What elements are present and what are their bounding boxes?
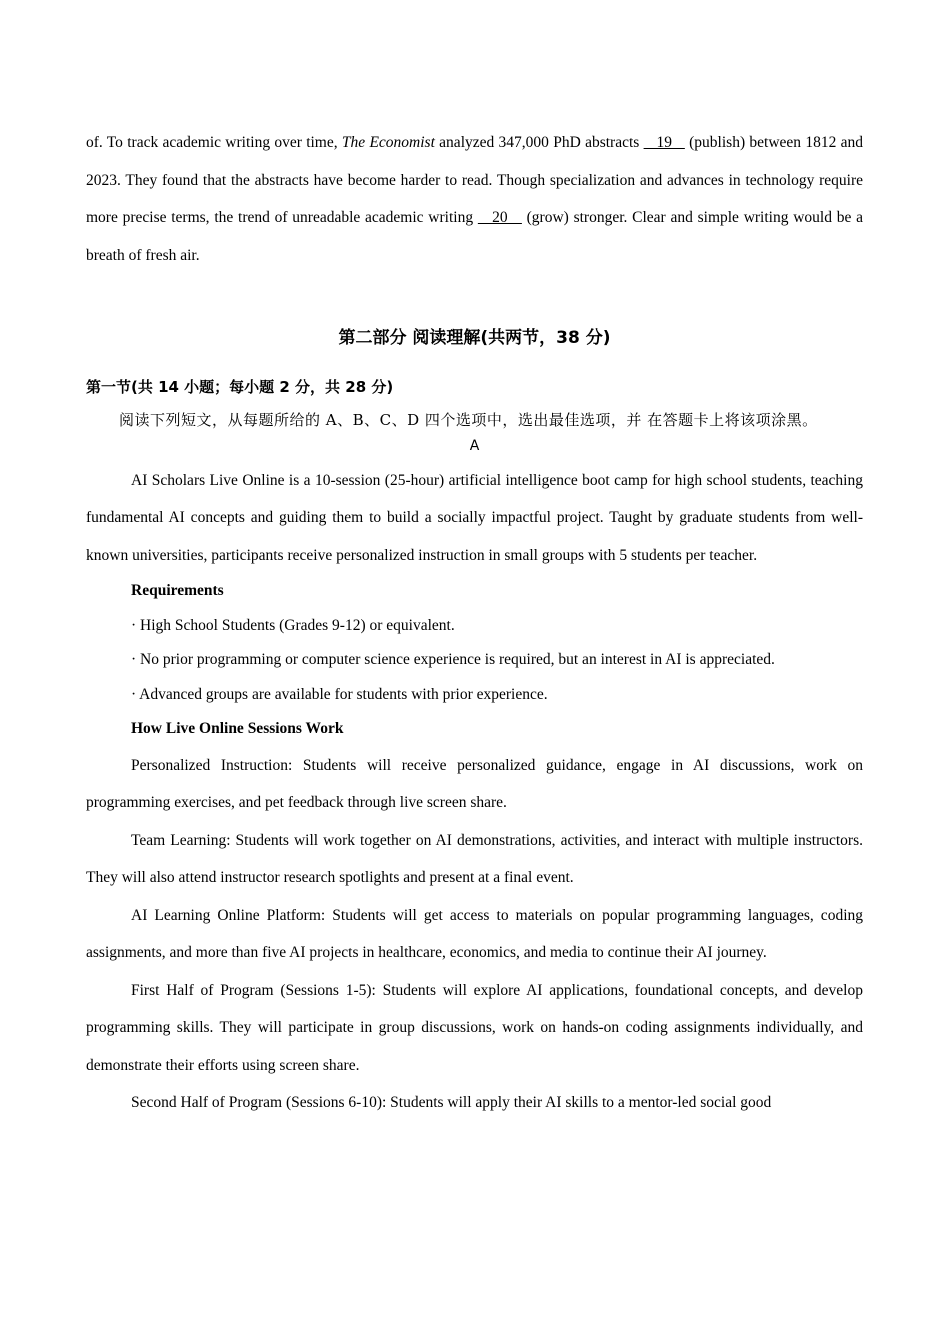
text-segment: analyzed 347,000 PhD abstracts	[434, 134, 644, 151]
text-segment: of. To track academic writing over time,	[86, 134, 342, 151]
paragraph-personalized-instruction: Personalized Instruction: Students will receive personalized guidance, engage in AI discussions, work on programming exercises, and pet feedback through live screen share.	[86, 756, 863, 811]
document-page	[86, 124, 863, 1122]
blank-20: 20	[477, 209, 522, 226]
paragraph-online-platform: AI Learning Online Platform: Students will get access to materials on popular programming languages, coding assignments, and more than five AI projects in healthcare, economics, and media to continue their AI journey.	[86, 906, 863, 961]
requirement-item: · No prior programming or computer science experience is required, but an interest in AI is appreciated.	[131, 651, 775, 668]
requirement-item: · Advanced groups are available for students with prior experience.	[131, 685, 548, 703]
previous-passage-paragraph	[86, 124, 863, 274]
requirement-item: · High School Students (Grades 9-12) or equivalent.	[131, 616, 455, 634]
paragraph-first-half: First Half of Program (Sessions 1-5): Students will explore AI applications, foundational concepts, and develop programming skills. They will participate in group discussions, work on hands-on coding assignments individually, and demonstrate their efforts using screen share.	[86, 981, 863, 1074]
requirements-block	[86, 574, 863, 747]
italic-title: The Economist	[341, 134, 435, 151]
paragraph-team-learning: Team Learning: Students will work together on AI demonstrations, activities, and interact with multiple instructors. They will also attend instructor research spotlights and present at a final event.	[86, 831, 863, 886]
instructions: 阅读下列短文，从每题所给的 A、B、C、D 四个选项中，选出最佳选项，并 在答题卡上将该项涂黑。	[119, 411, 818, 429]
part-title: 第二部分 阅读理解(共两节，38 分)	[338, 328, 611, 348]
text-segment: (publish) between 1812 and 2023. They found that the abstracts have become harder to read. Though specialization and advances in technology require more precise terms, the trend of unreadable academic writing	[86, 134, 863, 226]
paragraph-second-half: Second Half of Program (Sessions 6-10): Students will apply their AI skills to a mentor-led social good	[131, 1094, 772, 1111]
text-segment: (grow) stronger. Clear and simple writing would be a breath of fresh air.	[86, 209, 864, 264]
sessions-heading: How Live Online Sessions Work	[131, 720, 344, 737]
section-title: 第一节(共 14 小题；每小题 2 分，共 28 分)	[86, 378, 394, 396]
passage-intro: AI Scholars Live Online is a 10-session (25-hour) artificial intelligence boot camp for high school students, teaching fundamental AI concepts and guiding them to build a socially impactful project. Taught by graduate students from well-known universities, participants receive personalized instruction in small groups with 5 students per teacher.	[86, 471, 863, 564]
requirements-heading: Requirements	[131, 582, 224, 599]
blank-19: 19	[643, 134, 685, 151]
passage-label: A	[469, 437, 480, 454]
